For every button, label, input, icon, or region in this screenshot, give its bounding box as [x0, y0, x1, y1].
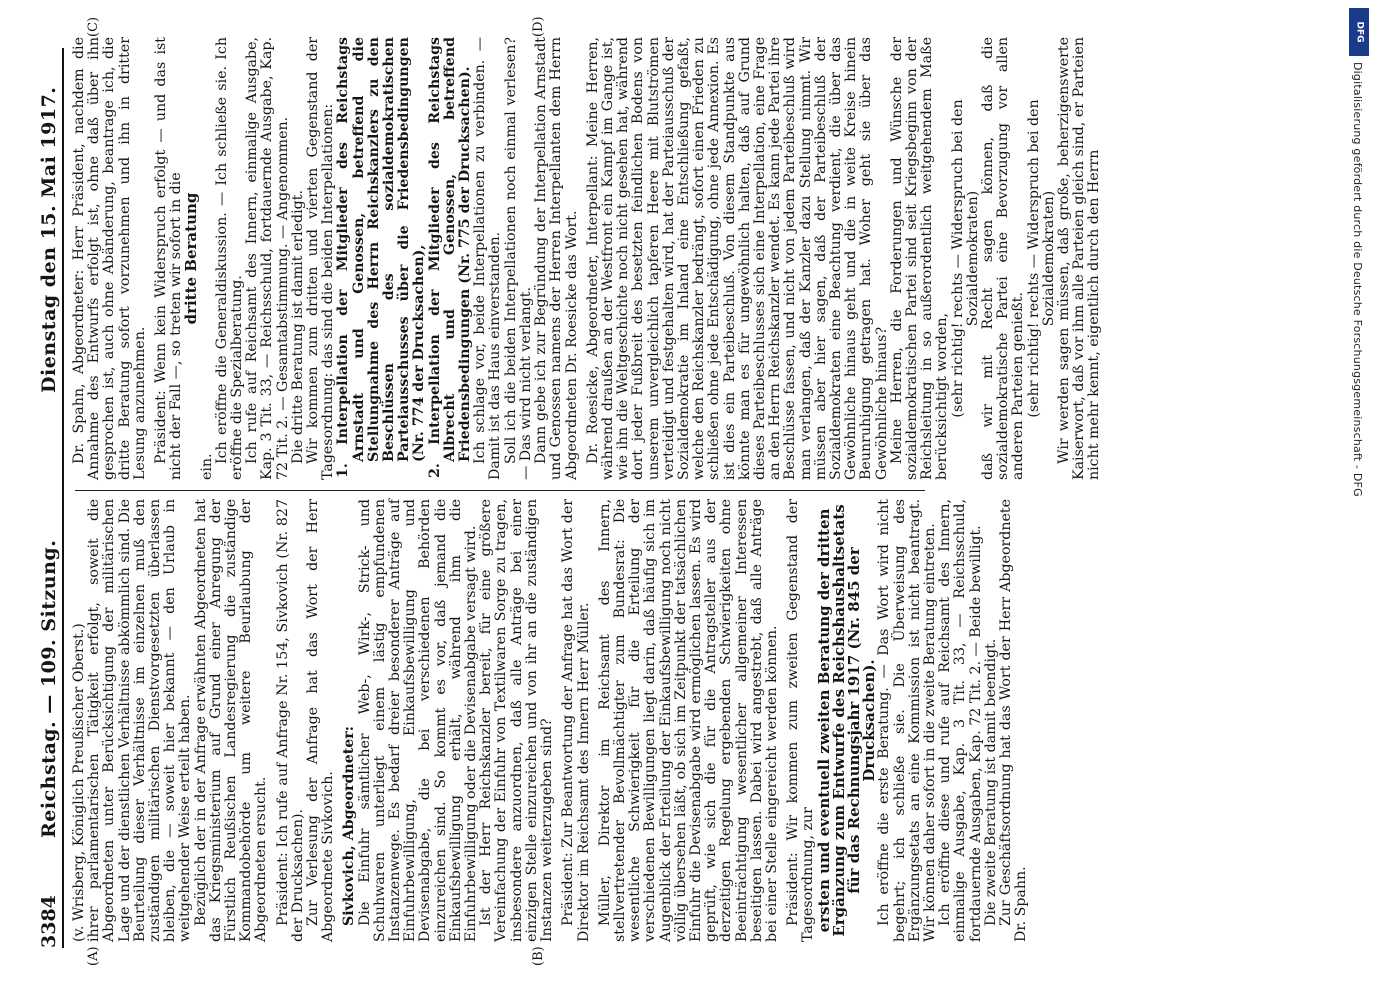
paragraph: Präsident: Zur Beantwortung der Anfrage hat das Wort der Direktor im Reichsamt des Innern Herr Müller. [560, 499, 592, 942]
agenda-heading: dritte Beratung [182, 192, 201, 325]
paragraph: Ich eröffne die Generaldiskussion. — Ich schließe sie. Ich eröffne die Spezialberatung. [213, 37, 246, 480]
agenda-heading: ersten und eventuell zweiten Beratung der dritten Ergänzung zum Entwurfe des Reichshaushaltsetats für das Rechnungsjahr 1917 (Nr. 845 der Drucksachen). [814, 504, 879, 937]
speaker-line: Sivkovich, Abgeordneter: [341, 725, 358, 926]
margin-marker-c: (C) [86, 16, 101, 37]
page-number: 3384 [38, 895, 60, 948]
paragraph: Die Einfuhr sämtlicher Web-, Wirk-, Strick- und Schuhwaren unterliegt einem lästig empfundenen Instanzenwege. Es bedarf dreier besonderer Anträge auf Einfuhrbewilligung, Einkaufsbewilligung und Devisenabgabe, die bei verschiedenen Behörden einzureichen sind. So kommt es vor, daß jemand die Einkaufsbewilligung erhält, während ihm die Einfuhrbewilligung oder die Devisenabgabe versagt wird. [356, 499, 480, 942]
interpellation-item: 2. Interpellation der Mitglieder des Reichstags Albrecht und Genossen, betreffend Friedensbedingungen (Nr. 775 der Drucksachen). [426, 37, 474, 478]
paragraph: ihrer parlamentarischen Tätigkeit erfolgt, soweit die Abgeordneten unter Berücksichtigung der militärischen Lage und der dienstlichen Verhältnisse abkömmlich sind. Die Beurteilung dieser Verhältnisse im einzelnen muß den zuständigen militärischen Dienstvorgesetzten überlassen bleiben, die — soweit hier bekannt — den Urlaub in weitgehender Weise erteilt haben. [86, 499, 194, 942]
paragraph: Wir werden sagen müssen, daß große, beherzigenswerte Kaiserwort, daß vor ihm alle Parteien gleich sind, er Parteien nicht mehr kennt, eigentlich durch den Herrn [1056, 37, 1103, 480]
paragraph: Soll ich die beiden Interpellationen noch einmal verlesen? — Das wird nicht verlangt. [502, 37, 534, 480]
margin-marker-a: (A) [86, 946, 101, 966]
paragraph: Ich eröffne die erste Beratung. — Das Wort wird nicht begehrt; ich schließe sie. Die Überweisung des Ergänzungsetats an eine Kommission ist nicht beantragt. Wir können daher sofort in die zweite Beratung eintreten. [876, 499, 938, 942]
paragraph: Ich rufe auf Reichsamt des Innern, einmalige Ausgabe, Kap. 3 Tit. 33, — Reichsschuld, fortdauernde Ausgabe, Kap. 72 Tit. 2. — Gesamtabstimmung. — Angenommen. [244, 37, 291, 480]
paragraph: Bezüglich der in der Anfrage erwähnten Abgeordneten hat das Kriegsministerium auf Grund einer Anregung der Fürstlich Reußischen Landesregierung die zuständige Kommandobehörde um weitere Beurlaubung der Abgeordneten ersucht. [192, 499, 270, 942]
credit-text: Digitalisierung gefördert durch die Deutsche Forschungsgemeinschaft - DFG [1351, 62, 1364, 497]
paragraph: Meine Herren, die Forderungen und Wünsche der sozialdemokratischen Partei sind seit Kriegsbeginn von der Reichsleitung in so außerordentlich weitgehendem Maße berücksichtigt worden, [888, 37, 951, 480]
page-header [36, 48, 64, 948]
paragraph: Zur Verlesung der Anfrage hat das Wort der Herr Abgeordnete Sivkovich. [305, 499, 337, 942]
paragraph: Die dritte Beratung ist damit erledigt. [289, 190, 306, 464]
header-session: Reichstag. — 109. Sitzung. [38, 539, 60, 838]
paragraph: Ich eröffne diese und rufe auf Reichsamt des Innern, einmalige Ausgabe, Kap. 3 Tit. 33, — Reichsschuld, fortdauernde Ausgaben, Kap. 72 Tit. 2. — Beide bewilligt. [937, 499, 984, 942]
paragraph: Dr. Roesicke, Abgeordneter, Interpellant: Meine Herren, während draußen an der Westfront ein Kampf im Gange ist, wie ihn die Weltgeschichte noch nicht gesehen hat, während dort jeder Fußbreit des besetzten feindlichen Bodens von unserem unvergleichlich tapferen Heere mit Blutströmen verteidigt und festgehalten wird, hat der Parteiausschuß der Sozialdemokratie im Inland eine Entschließung gefaßt, welche den Reichskanzler bedrängt, sofort einen Frieden zu schließen ohne jede Entschädigung, ohne jede Annexion. Es ist dies ein Parteibeschluß. Von diesem Standpunkte aus könnte man es für ungewöhnlich halten, daß auf Grund dieses Parteibeschlusses sich eine Interpellation, eine Frage an den Herrn Reichskanzler wendet. Es kann jede Partei ihre Beschlüsse fassen, und nicht von jedem Parteibeschluß wird man verlangen, daß der Kanzler dazu Stellung nimmt. Wir müssen aber hier sagen, daß der Parteibeschluß der Sozialdemokraten eine Beachtung verdient, die über das Gewöhnliche hinaus geht und die in weite Kreise hinein Beunruhigung getragen hat. Woher geht sie über das Gewöhnliche hinaus? [584, 37, 890, 480]
interpellation-item: 1. Interpellation der Mitglieder des Reichstags Arnstadt und Genossen, betreffend die Stellungnahme des Herrn Reichskanzlers zu den Beschlüssen des sozialdemokratischen Parteiausschusses über die Friedensbedingungen (Nr. 774 der Drucksachen), [335, 37, 428, 478]
margin-marker-d: (D) [531, 16, 546, 37]
margin-marker-b: (B) [531, 946, 546, 966]
paragraph: Wir kommen zum dritten und vierten Gegenstand der Tagesordnung: das sind die beiden Interpellationen: [305, 37, 337, 480]
interjection: (sehr richtig! rechts — Widerspruch bei den Sozialdemokraten) [949, 99, 981, 418]
paragraph: (v. Wrisberg, Königlich Preußischer Oberst.) [71, 623, 87, 942]
paragraph: Präsident: Ich rufe auf Anfrage Nr. 154, Sivkovich (Nr. 827 der Drucksachen). [274, 499, 306, 942]
column-divider [75, 490, 925, 491]
paragraph: Ich schlage vor, beide Interpellationen zu verbinden. — Damit ist das Haus einverstanden. [472, 37, 504, 480]
paragraph: Dann gebe ich zur Begründung der Interpellation Arnstadt und Genossen namens der Herren Interpellanten dem Herrn Abgeordneten Dr. Roesicke das Wort. [533, 37, 580, 480]
digitization-credit [1346, 8, 1372, 993]
dfg-logo: DFG [1349, 8, 1369, 56]
paragraph: Präsident: Wir kommen zum zweiten Gegenstand der Tagesordnung, zur [785, 499, 817, 942]
left-column [71, 499, 1030, 942]
paragraph: Zur Geschäftsordnung hat das Wort der Herr Abgeordnete Dr. Spahn. [997, 499, 1030, 942]
paragraph: Ist der Herr Reichskanzler bereit, für eine größere Vereinfachung der Einfuhr von Textilwaren Sorge zu tragen, insbesondere anzuordnen, daß alle Anträge bei einer einzigen Stelle einzureichen und von ihr an die zuständigen Instanzen weiterzugeben sind? [478, 499, 556, 942]
right-column [71, 37, 1103, 480]
paragraph: Müller, Direktor im Reichsamt des Innern, stellvertretender Bevollmächtigter zum Bundesrat: Die wesentliche Schwierigkeit für die Erteilung der verschiedenen Bewilligungen liegt darin, daß häufig sich im Augenblick der Erteilung der Einkaufsbewilligung noch nicht völlig übersehen läßt, ob sich im Zeitpunkt der tatsächlichen Einfuhr die Devisenabgabe wird ermöglichen lassen. Es wird geprüft, wie sich die für die Antragsteller aus der derzeitigen Regelung ergebenden Schwierigkeiten ohne Beeinträchtigung wesentlicher allgemeiner Interessen beseitigen lassen. Dabei wird angestrebt, daß alle Anträge bei einer Stelle eingereicht werden können. [596, 499, 780, 942]
paragraph: ein. [198, 453, 215, 480]
paragraph: daß wir mit Recht sagen können, daß die sozialdemokratische Partei eine Bevorzugung vor allen anderen Parteien genießt. [979, 37, 1027, 480]
header-date: Dienstag den 15. Mai 1917. [38, 86, 60, 393]
paragraph: Die zweite Beratung ist damit beendigt. [982, 638, 999, 926]
paragraph: Präsident: Wenn kein Widerspruch erfolgt — und das ist nicht der Fall —, so treten wir sofort in die [153, 37, 185, 480]
interjection: (sehr richtig! rechts — Widerspruch bei den Sozialdemokraten) [1025, 99, 1057, 418]
paragraph: Dr. Spahn, Abgeordneter: Herr Präsident, nachdem die Annahme des Entwurfs erfolgt ist, ohne daß über ihn gesprochen ist, auch ohne Abänderung, beantrage ich, die dritte Beratung sofort vorzunehmen und ihn in dritter Lesung anzunehmen. [71, 37, 148, 480]
